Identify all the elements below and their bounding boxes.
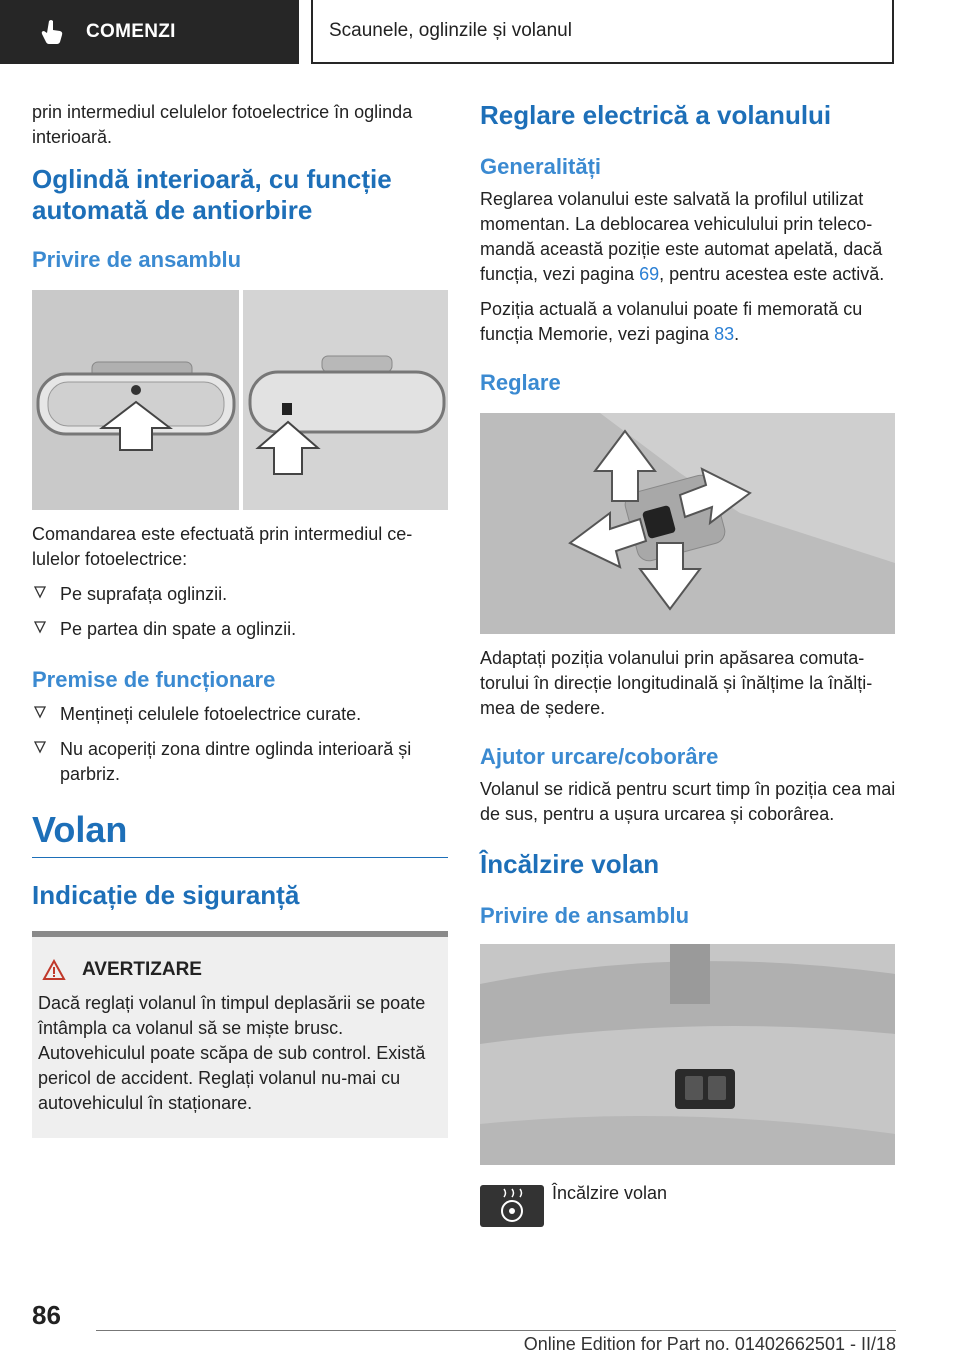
steering-adjust-illustration xyxy=(480,413,895,634)
chapter-title: Scaunele, oglinzile și volanul xyxy=(329,20,572,41)
volan-rule xyxy=(32,857,448,858)
bullet-triangle-icon xyxy=(34,740,46,754)
intro-paragraph: prin intermediul celulelor fotoelectrice în oglinda interioară. xyxy=(32,102,413,147)
list-item: Nu acoperiți zona dintre oglinda interioară și parbriz. xyxy=(32,737,448,787)
steering-adjust-figure xyxy=(480,413,895,634)
bullet-triangle-icon xyxy=(34,705,46,719)
list-item: Pe suprafața oglinzii. xyxy=(32,582,448,607)
heading-overview-2: Privire de ansamblu xyxy=(480,903,690,928)
warning-box xyxy=(32,931,448,1138)
mirror-figure xyxy=(32,290,448,510)
general-paragraph-1: Reglarea volanului este salvată la profilul utilizat momentan. La deblocarea vehiculului prin teleco-mandă această poziție este automat apelată, dacă funcția, vezi pagina 69, pentru acestea este activă. xyxy=(480,189,885,284)
bullet-triangle-icon xyxy=(34,585,46,599)
chapter-tab xyxy=(311,0,894,64)
heading-premise: Premise de funcționare xyxy=(32,667,276,692)
mirror-illustration xyxy=(32,290,448,510)
page-number: 86 xyxy=(32,1300,61,1330)
list-item: Pe partea din spate a oglinzii. xyxy=(32,617,448,642)
heading-overview: Privire de ansamblu xyxy=(32,247,242,272)
warning-triangle-icon xyxy=(42,959,66,981)
easy-entry-paragraph: Volanul se ridică pentru scurt timp în poziția cea mai de sus, pentru a ușura urcarea și coborârea. xyxy=(480,779,896,824)
heading-adjust: Reglare xyxy=(480,370,561,395)
page-link-69[interactable]: 69 xyxy=(639,264,660,284)
control-list xyxy=(32,582,448,642)
heated-steering-wheel-icon xyxy=(480,1185,544,1227)
heating-illustration xyxy=(480,944,895,1165)
adjust-paragraph: Adaptați poziția volanului prin apăsarea comuta-torului în direcție longitudinală și înălțime la înălți-mea de ședere. xyxy=(480,648,873,718)
heading-electric: Reglare electrică a volanului xyxy=(480,100,832,130)
heating-legend xyxy=(480,1185,896,1227)
page-link-83[interactable]: 83 xyxy=(714,324,735,344)
bullet-triangle-icon xyxy=(34,620,46,634)
heading-volan: Volan xyxy=(32,809,128,850)
warning-text: Dacă reglați volanul în timpul deplasării se poate întâmpla ca volanul să se miște brusc. Autovehiculul poate scăpa de sub control. Există pericol de accident. Reglați volanul nu-mai cu autovehiculul în staționare. xyxy=(38,993,426,1113)
heading-easy-entry: Ajutor urcare/coborâre xyxy=(480,744,719,769)
heading-general: Generalități xyxy=(480,154,602,179)
right-column xyxy=(480,100,896,1227)
heating-label: Încălzire volan xyxy=(552,1183,668,1203)
footer-edition: Online Edition for Part no. 01402662501 - II/18 xyxy=(523,1334,896,1354)
section-title: COMENZI xyxy=(86,21,176,42)
heading-mirror: Oglindă interioară, cu funcție automată de antiorbire xyxy=(32,164,392,225)
list-item: Mențineți celulele fotoelectrice curate. xyxy=(32,702,448,727)
premise-list xyxy=(32,702,448,787)
warning-title: AVERTIZARE xyxy=(82,959,202,980)
heating-figure xyxy=(480,944,895,1165)
section-tab xyxy=(0,0,299,64)
heading-safety: Indicație de siguranță xyxy=(32,880,300,910)
hand-pointer-icon xyxy=(38,17,68,47)
footer-rule xyxy=(96,1330,896,1331)
heading-heating: Încălzire volan xyxy=(480,849,660,879)
control-paragraph: Comandarea este efectuată prin intermediul ce-lulelor fotoelectrice: xyxy=(32,524,413,569)
general-paragraph-2: Poziția actuală a volanului poate fi memorată cu funcția Memorie, vezi pagina 83. xyxy=(480,299,863,344)
left-column xyxy=(32,100,448,1138)
